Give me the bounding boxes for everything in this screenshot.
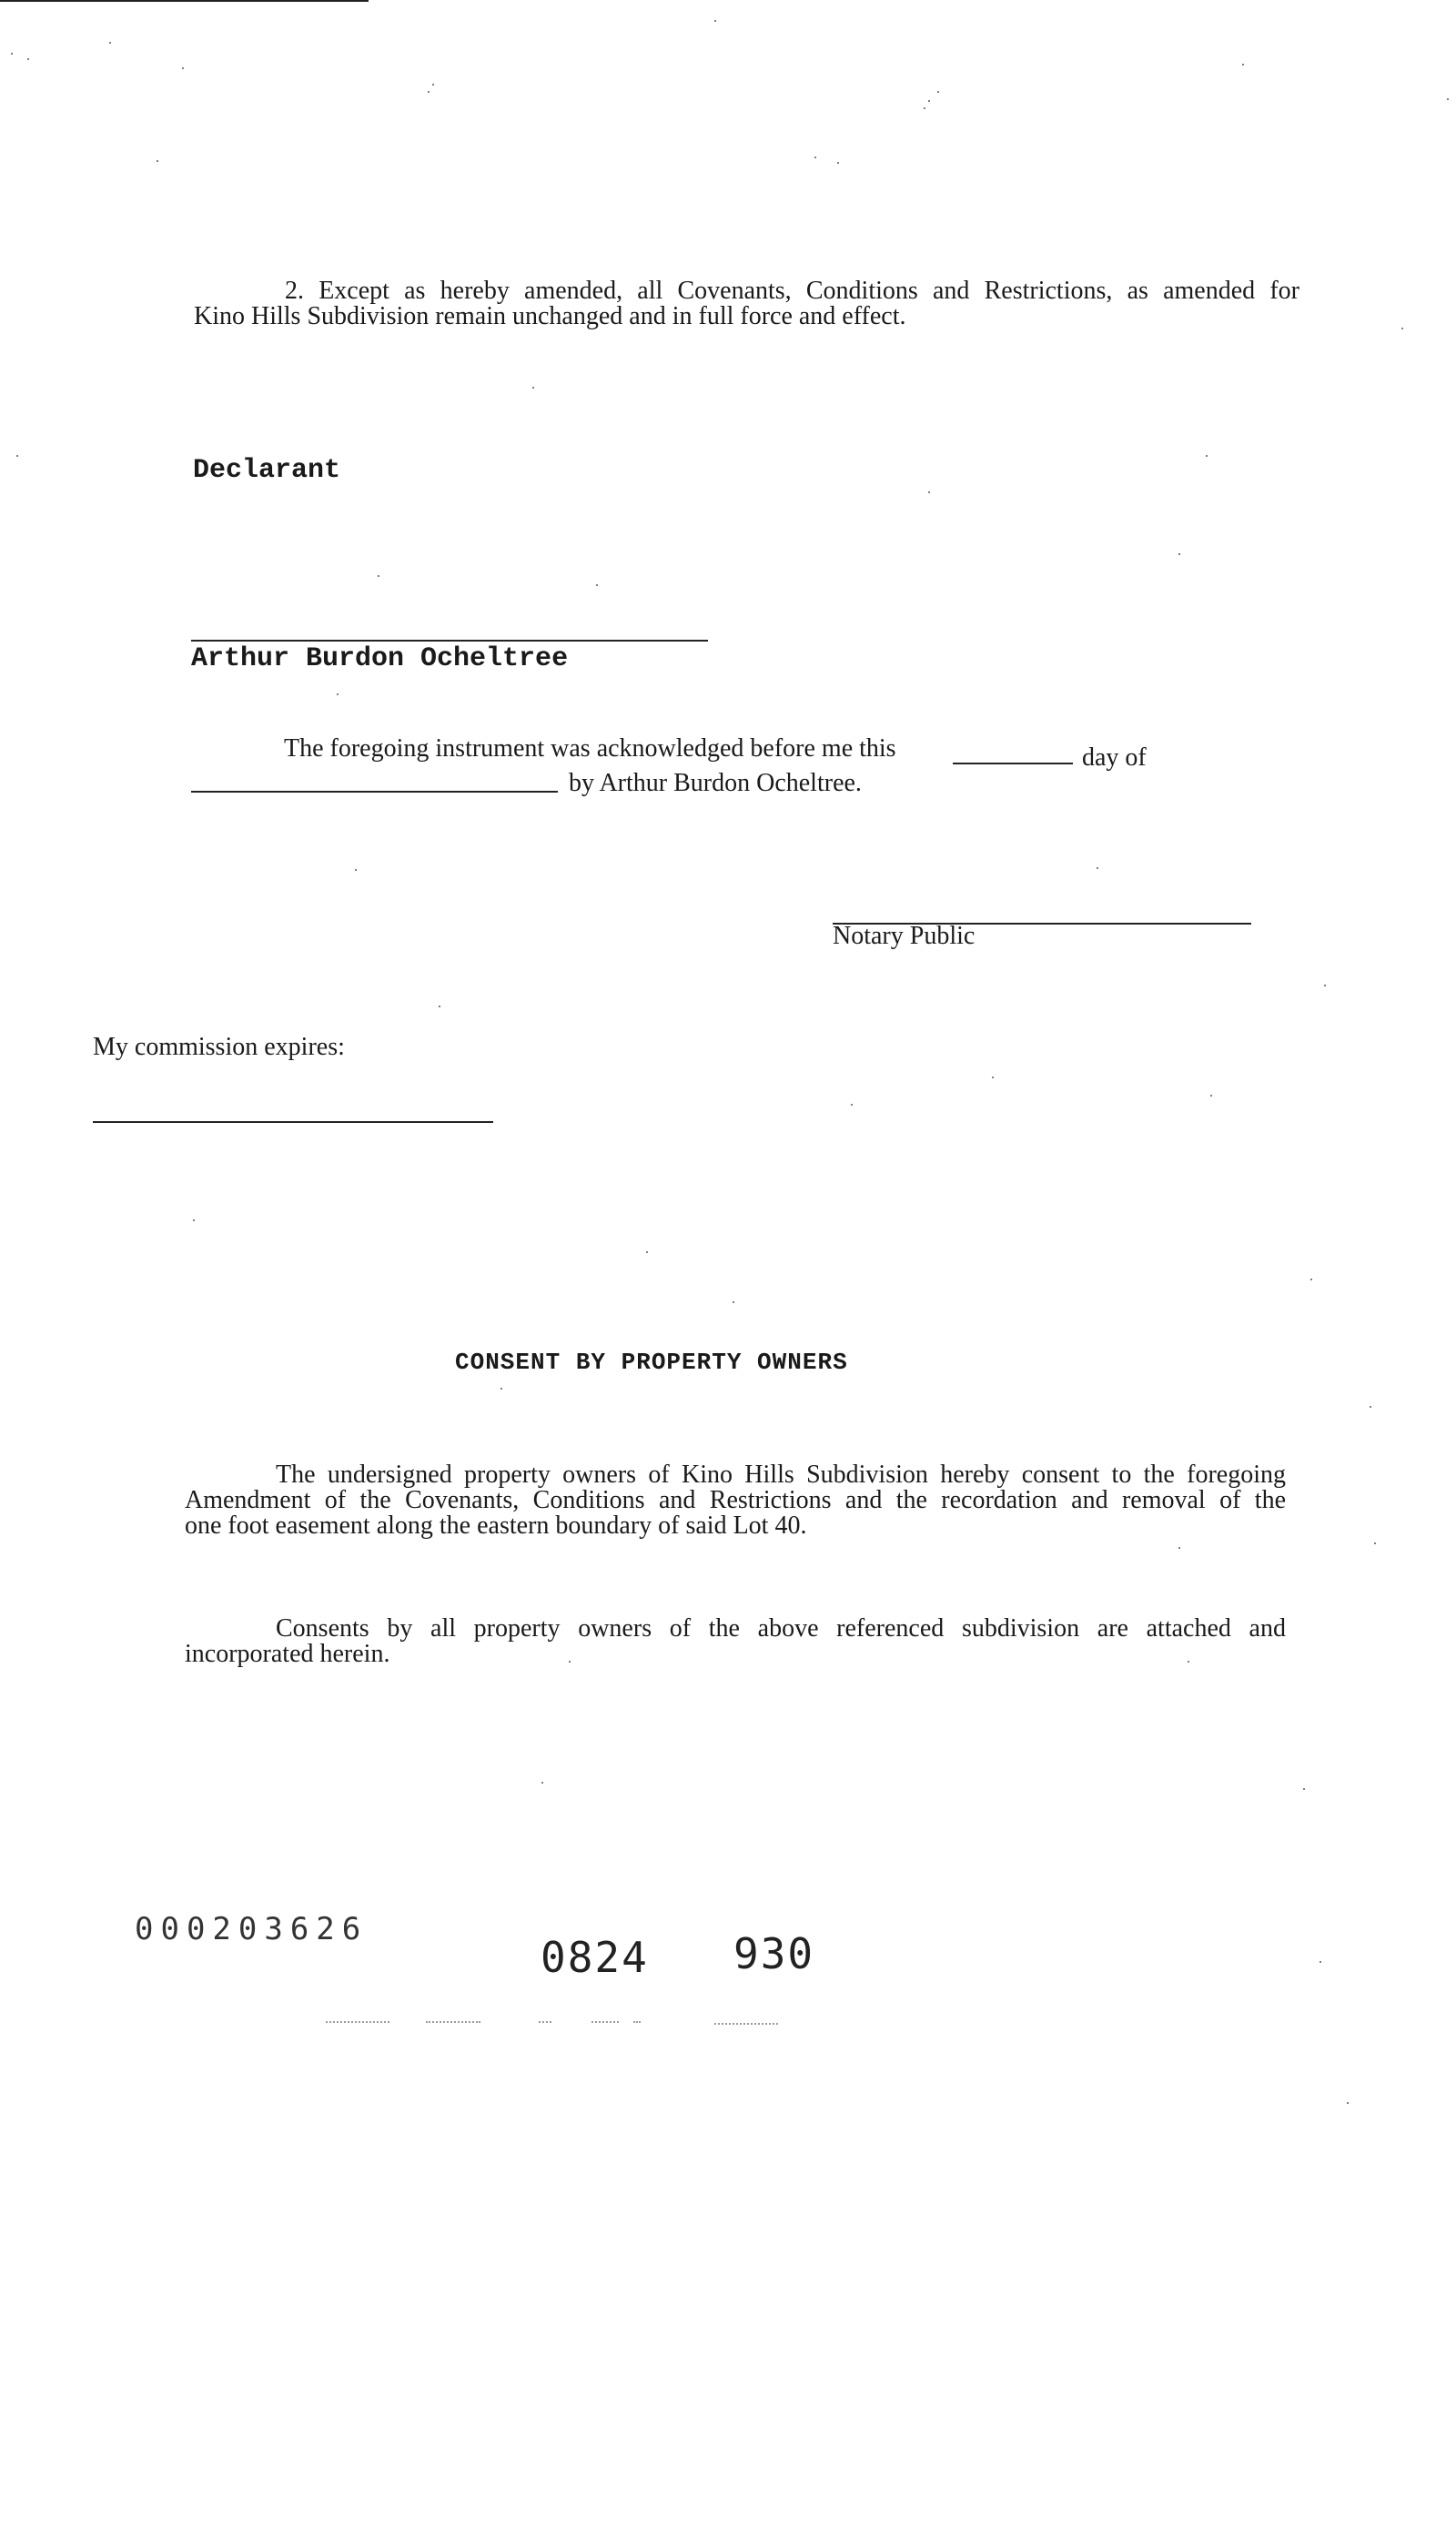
consent-heading: CONSENT BY PROPERTY OWNERS (455, 1349, 848, 1376)
signature-line (191, 640, 708, 642)
paragraph-line: incorporated herein. (185, 1640, 390, 1668)
page-number-stamp: 930 (733, 1929, 815, 1978)
paragraph-line: The undersigned property owners of Kino Hills Subdivision hereby consent to the foregoing (276, 1461, 1286, 1489)
docket-number-stamp: 0824 (541, 1933, 649, 1982)
notary-label: Notary Public (833, 922, 976, 950)
declarant-heading: Declarant (193, 455, 341, 486)
paragraph-line: 2. Except as hereby amended, all Covenants, Conditions and Restrictions, as amended for (285, 277, 1299, 305)
acknowledgment-line-1 (284, 735, 896, 763)
paragraph-line: Kino Hills Subdivision remain unchanged and in full force and effect. (194, 302, 906, 330)
signer-name: Arthur Burdon Ocheltree (191, 643, 569, 674)
commission-blank-line (93, 1121, 493, 1123)
amendment-paragraph (194, 278, 1299, 329)
paragraph-line: Amendment of the Covenants, Conditions and Restrictions and the recordation and removal of the (185, 1486, 1286, 1514)
acknowledgment-line-2: by Arthur Burdon Ocheltree. (569, 769, 862, 797)
day-of-text: day of (1082, 743, 1147, 772)
month-blank-line (191, 791, 558, 793)
scan-edge-line (0, 0, 369, 2)
paragraph-line: one foot easement along the eastern boundary of said Lot 40. (185, 1512, 807, 1540)
commission-label: My commission expires: (93, 1033, 345, 1061)
consent-paragraph (185, 1462, 1286, 1539)
document-number-stamp: 000203626 (135, 1911, 369, 1947)
acknowledgment-text: The foregoing instrument was acknowledged before me this (284, 734, 896, 763)
day-blank-line (953, 763, 1073, 764)
paragraph-line: Consents by all property owners of the above referenced subdivision are attached and (276, 1614, 1286, 1643)
consents-attached-paragraph (185, 1616, 1286, 1667)
